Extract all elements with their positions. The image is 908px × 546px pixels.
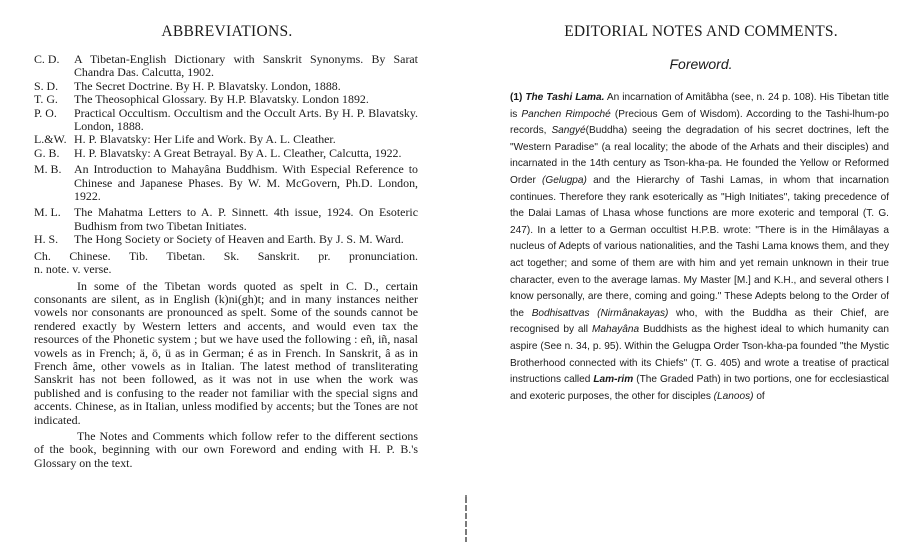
abbreviation-text: The Secret Doctrine. By H. P. Blavatsky. London, 1888. <box>74 78 341 93</box>
note-text: (Buddha) seeing the degradation of his secret doctrines, left the "Western Paradise" (a real locality; the abode of the Arhats and their disciples) and incarnated in the 14th century as Tson-kha-pa. He founded the Yellow or Reformed Order <box>510 125 889 186</box>
abbreviation-key: P. O. <box>34 105 57 120</box>
abbreviation-entry <box>34 133 418 146</box>
abbreviation-entry <box>34 93 418 106</box>
note-text: (Precious Gem of Wisdom). According to the Tashi-lhum-po records, <box>510 108 890 137</box>
note-text: and the Hierarchy of Tashi Lamas, in whom that incarnation continues. Therefore they rank esoterically as "High Initiates", taking precedence of the Dalai Lamas of Lhasa whose functions are more exoteric and temporal (T. G. 247). In a letter to a German occultist H.P.B. wrote: "There is in the Himâlayas a nucleus of Adepts of various nationalities, and the Tashi Lama knows them, and they act together; and some of them are with him and yet remain unknown in their true character, even to the average lamas. My Master [M.] and K.H., and several others I know personally, are there, coming and going." These Adepts belong to the Order of the <box>510 174 889 319</box>
note-italic-term: (Gelugpa) <box>542 174 587 186</box>
abbreviation-entry <box>34 53 418 80</box>
abbreviation-entry <box>34 206 418 233</box>
note-italic-term: Panchen Rimpoché <box>521 108 611 120</box>
abbreviation-entry <box>34 163 418 203</box>
abbreviation-key: L.&W. <box>34 132 67 147</box>
abbreviation-entry <box>34 80 418 93</box>
note-heading: The Tashi Lama. <box>525 92 605 103</box>
note-italic-term: Mahayâna <box>591 324 640 336</box>
note-italic-term: Bodhisattvas (Nirmânakayas) <box>531 307 669 319</box>
abbreviation-entry <box>34 147 418 160</box>
page-gutter-line <box>465 497 467 542</box>
foreword-note <box>510 90 889 405</box>
abbreviation-entry <box>34 107 418 134</box>
editorial-notes-title: EDITORIAL NOTES AND COMMENTS. <box>564 23 838 40</box>
abbreviation-text: A Tibetan-English Dictionary with Sanskrit Synonyms. By Sarat Chandra Das. Calcutta, 1902. <box>74 52 418 80</box>
abbreviation-text: The Theosophical Glossary. By H.P. Blavatsky. London 1892. <box>74 92 369 107</box>
abbreviation-key: H. S. <box>34 232 59 247</box>
note-text: (The Graded Path) in two portions, one for ecclesiastical and exoteric purposes, the other for disciples <box>510 374 889 402</box>
foreword-subtitle: Foreword. <box>669 56 733 72</box>
note-number: (1) <box>510 92 523 103</box>
note-italic-term: Lam-rim <box>593 374 634 386</box>
abbreviation-key: M. B. <box>34 162 62 177</box>
note-text: An incarnation of Amitâbha (see, n. 24 p. 108). His Tibetan title is <box>510 92 889 120</box>
abbreviations-list <box>34 53 418 470</box>
note-text: who, with the Buddha as their Chief, are recognised by all <box>510 307 889 336</box>
abbreviation-text: H. P. Blavatsky: Her Life and Work. By A. L. Cleather. <box>74 132 336 147</box>
notes-intro-paragraph: The Notes and Comments which follow refer to the different sections of the book, beginning with our own Foreword and ending with H. P. B.'s Glossary on the text. <box>34 428 418 470</box>
pronunciation-paragraph: In some of the Tibetan words quoted as spelt in C. D., certain consonants are silent, as in English (k)ni(gh)t; and in many instances neither vowels nor consonants are pronounced as spelt. Some of the sounds cannot be rendered exactly by Western letters and accents, and would even tax the resources of the Phonetic system ; but we have used the following : eñ, iñ, nasal vowels as in French; ä, ö, ü as in German; é as in French. In Sanskrit, â as in French âme, other vowels as in Italian. The latest method of transliterating Sanskrit has not been followed, as it was not in use when the work was published and is confusing to the reader not familiar with the special signs and accents. Chinese, as in Italian, unless modified by accents; but the Tones are not indicated. <box>34 278 418 427</box>
right-page <box>454 0 908 546</box>
abbreviation-text: The Hong Society or Society of Heaven and Earth. By J. S. M. Ward. <box>74 232 404 247</box>
abbreviation-key: G. B. <box>34 145 60 160</box>
note-text: Buddhists as the highest ideal to which humanity can aspire (See n. 34, p. 95). Within the Gelugpa Order Tson-kha-pa founded "the Mystic Brotherhood connected with its Chiefs" (T. G. 405) and wrote a treatise of practical instructions called <box>510 324 889 386</box>
language-abbreviations: Ch. Chinese. Tib. Tibetan. Sk. Sanskrit. pr. pronunciation. <box>34 248 418 263</box>
abbreviation-text: H. P. Blavatsky: A Great Betrayal. By A. L. Cleather, Calcutta, 1922. <box>74 145 402 160</box>
abbreviation-text: Practical Occultism. Occultism and the Occult Arts. By H. P. Blavatsky. London, 1888. <box>74 105 418 134</box>
abbreviation-text: The Mahatma Letters to A. P. Sinnett. 4th issue, 1924. On Esoteric Budhism from two Tibetan Initiates. <box>74 205 418 233</box>
note-italic-term: (Lanoos) <box>713 390 754 402</box>
abbreviations-title: ABBREVIATIONS. <box>161 23 293 40</box>
abbreviation-key: C. D. <box>34 52 60 66</box>
note-verse-abbreviations: n. note. v. verse. <box>34 262 112 277</box>
abbreviation-entry <box>34 233 418 246</box>
abbreviation-text: An Introduction to Mahayâna Buddhism. With Especial Reference to Chinese and Japanese Phases. By W. M. McGovern, Ph.D. London, 1922. <box>74 162 418 204</box>
note-italic-term: Sangyé <box>551 125 586 137</box>
abbreviation-key: S. D. <box>34 78 59 93</box>
note-text: of <box>753 390 765 402</box>
abbreviation-key: T. G. <box>34 92 58 107</box>
abbreviation-key: M. L. <box>34 205 61 220</box>
